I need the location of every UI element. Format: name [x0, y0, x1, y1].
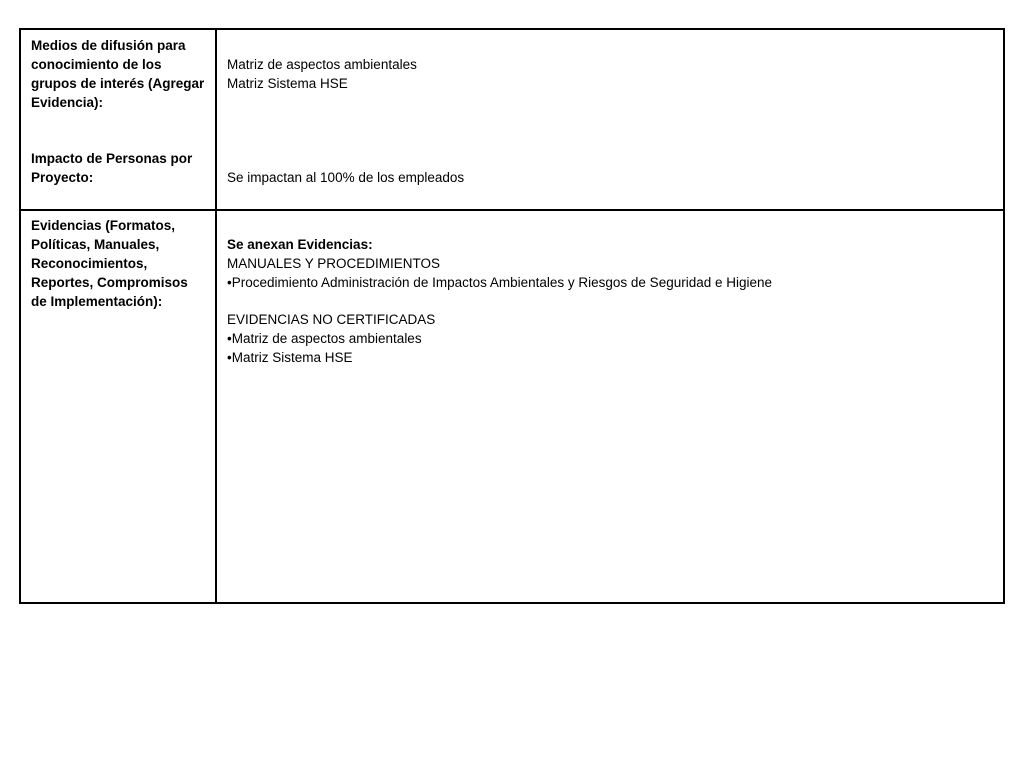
- medios-value-line-1: Matriz de aspectos ambientales: [227, 57, 417, 72]
- list-item: •Procedimiento Administración de Impactos Ambientales y Riesgos de Seguridad e Higiene: [227, 275, 773, 290]
- medios-value-line-2: Matriz Sistema HSE: [227, 76, 348, 91]
- section-title-manuales: MANUALES Y PROCEDIMIENTOS: [227, 256, 441, 271]
- label-impacto-personas: Impacto de Personas por Proyecto:: [31, 151, 193, 185]
- value-cell: [217, 211, 1003, 602]
- table-row-evidencias: [21, 211, 1003, 602]
- list-item: •Matriz de aspectos ambientales: [227, 331, 422, 346]
- label-cell: [21, 211, 217, 602]
- list-item: •Matriz Sistema HSE: [227, 350, 353, 365]
- evidence-table: [19, 28, 1005, 604]
- label-evidencias: Evidencias (Formatos, Políticas, Manuales, Reconocimientos, Reportes, Compromisos de Implementación):: [31, 218, 188, 309]
- label-cell: [21, 30, 217, 209]
- value-cell: [217, 30, 1003, 209]
- evidencias-heading: Se anexan Evidencias:: [227, 237, 373, 252]
- table-row-difusion: [21, 30, 1003, 211]
- label-medios-difusion: Medios de difusión para conocimiento de los grupos de interés (Agregar Evidencia):: [31, 38, 205, 110]
- impacto-value: Se impactan al 100% de los empleados: [227, 170, 465, 185]
- section-title-no-certificadas: EVIDENCIAS NO CERTIFICADAS: [227, 312, 436, 327]
